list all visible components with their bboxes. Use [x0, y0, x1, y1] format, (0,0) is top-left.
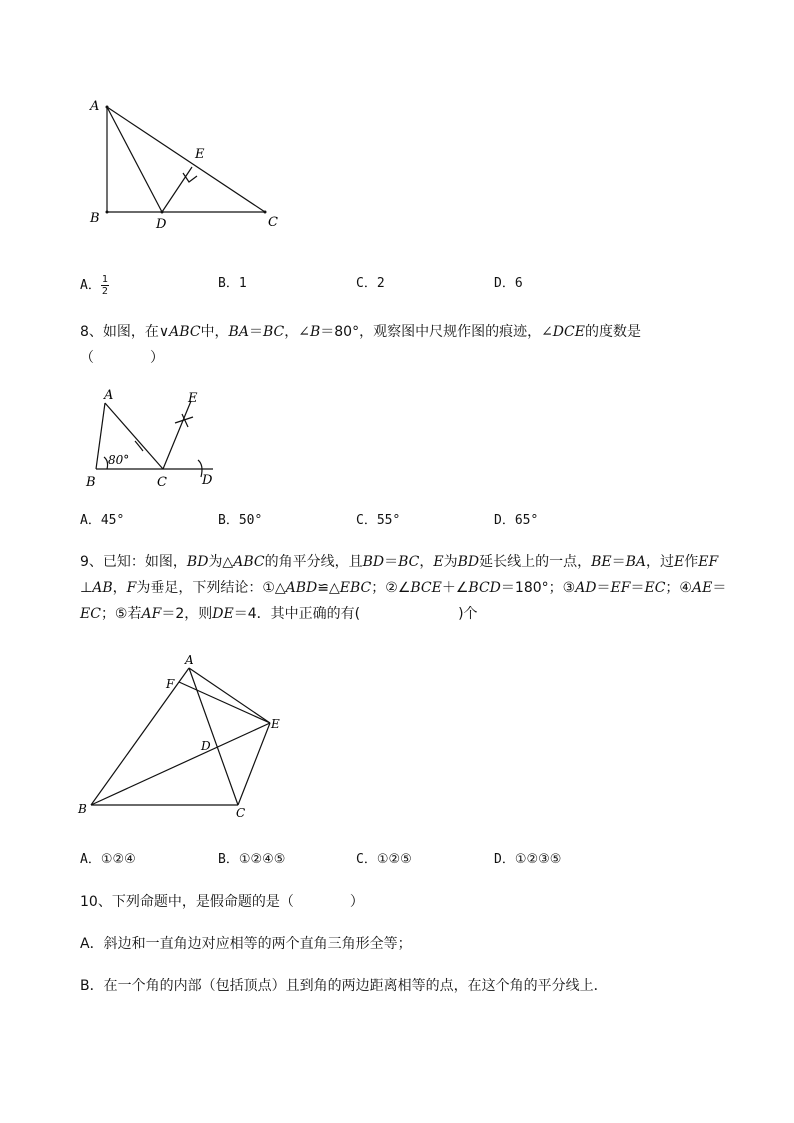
q8-option-c: C．55°: [356, 513, 401, 528]
q8-option-d: D．65°: [494, 513, 539, 528]
q10-option-b: B．在一个角的内部（包括顶点）且到角的两边距离相等的点，在这个角的平分线上．: [80, 978, 608, 994]
q7-option-d: D．6: [494, 276, 523, 291]
q9-option-a: A．①②④: [80, 852, 136, 867]
q8-label-B: B: [86, 475, 96, 490]
q9-label-F: F: [166, 677, 175, 691]
q8-label-D: D: [202, 473, 213, 488]
q7-option-b: B．1: [218, 276, 247, 291]
label-E: E: [195, 147, 205, 162]
q8-option-b: B．50°: [218, 513, 263, 528]
q9-stem-line3: EC；⑤若AF＝2，则DE＝4．其中正确的有( )个: [80, 606, 478, 622]
q8-label-A: A: [104, 388, 114, 403]
q8-label-C: C: [157, 475, 167, 490]
label-A: A: [90, 99, 100, 114]
label-D: D: [156, 217, 167, 232]
q8-stem-line1: 8、如图，在∨ABC中，BA＝BC，∠B＝80°，观察图中尺规作图的痕迹，∠DCE的度数是: [80, 324, 641, 340]
q9-stem-line1: 9、已知：如图，BD为△ABC的角平分线，且BD＝BC，E为BD延长线上的一点，BE＝BA，过E作EF: [80, 554, 719, 570]
figure-q8-construction: [80, 385, 240, 495]
q8-label-E: E: [188, 391, 198, 406]
label-B: B: [90, 211, 100, 226]
q9-stem-line2: ⊥AB，F为垂足，下列结论：①△ABD≌△EBC；②∠BCE＋∠BCD＝180°；③AD＝EF＝EC；④AE＝: [80, 580, 727, 596]
q9-label-D: D: [201, 739, 211, 753]
q9-label-C: C: [236, 806, 246, 820]
q8-option-a: A．45°: [80, 513, 125, 528]
q8-answer-blank: （ ）: [80, 350, 164, 366]
q10-option-a: A．斜边和一直角边对应相等的两个直角三角形全等；: [80, 936, 412, 952]
q9-option-c: C．①②⑤: [356, 852, 412, 867]
figure-q9-quadrilateral: [72, 650, 302, 825]
figure-right-triangle: [80, 90, 300, 240]
q7-option-a: A． $\frac{1}{2}$: [80, 274, 108, 297]
q9-option-b: B．①②④⑤: [218, 852, 286, 867]
q9-label-E: E: [271, 717, 280, 731]
q9-option-d: D．①②③⑤: [494, 852, 562, 867]
q8-angle-80: 80°: [108, 453, 130, 467]
q9-label-A: A: [185, 653, 194, 667]
q10-stem: 10、下列命题中，是假命题的是（ ）: [80, 894, 364, 910]
fraction-one-half: $\frac{1}{2}$: [101, 274, 108, 297]
q9-label-B: B: [78, 802, 87, 816]
label-C: C: [268, 215, 278, 230]
q7-option-c: C．2: [356, 276, 385, 291]
